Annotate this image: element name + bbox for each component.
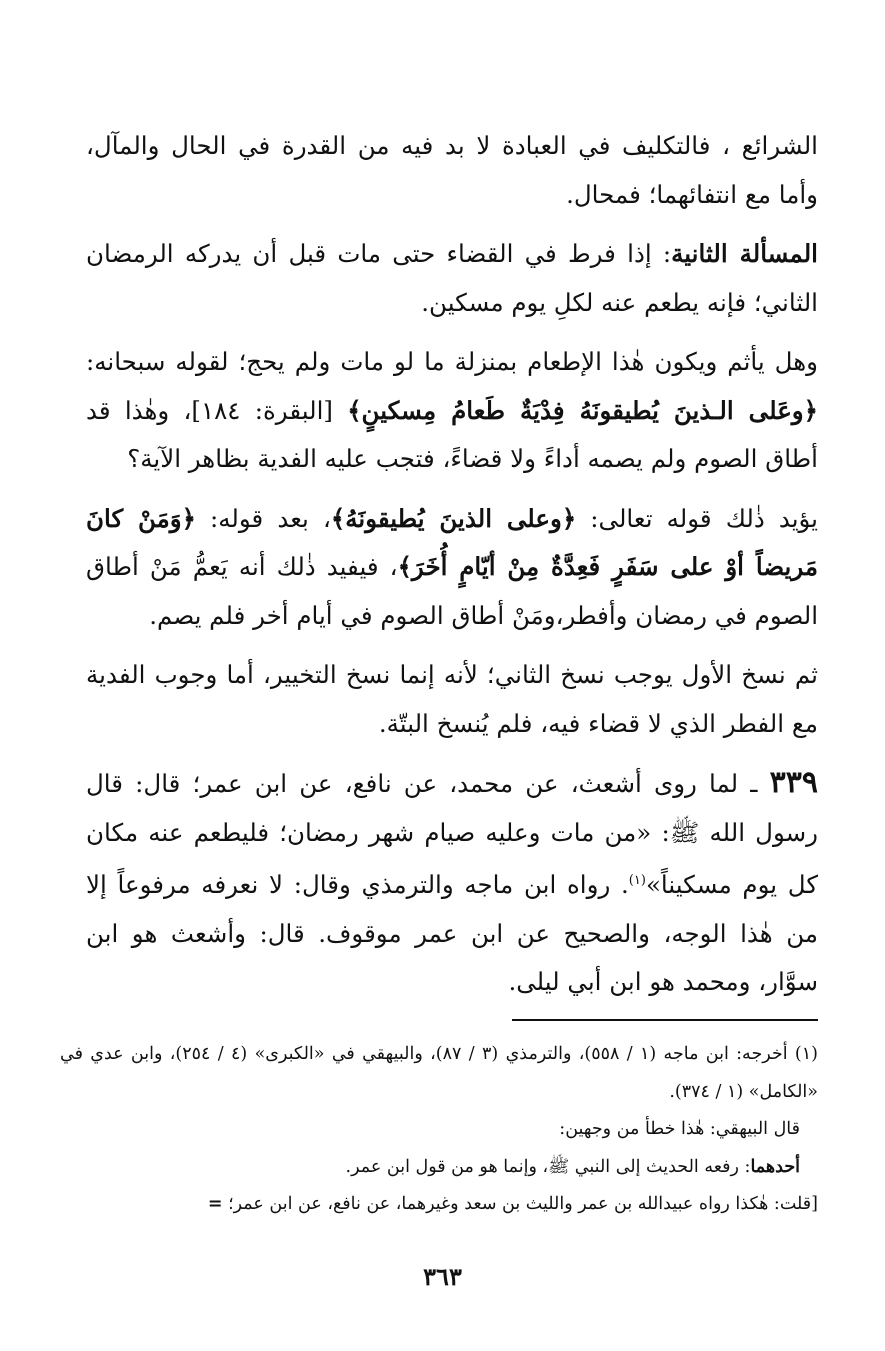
paragraph-1-text: الشرائع ، فالتكليف في العبادة لا بد فيه من القدرة في الحال والمآل، وأما مع انتفائهما؛ فمحال. — [86, 131, 818, 209]
paragraph-5 — [86, 651, 818, 748]
hadith-commentary: . رواه ابن ماجه والترمذي وقال: لا نعرفه مرفوعاً إلا من هٰذا الوجه، والصحيح عن ابن عمر موقوف. قال: وأشعث هو ابن سوَّار، ومحمد هو ابن أبي ليلى. — [86, 870, 818, 997]
quran-verse-1: ﴿وعَلى الـذينَ يُطيقونَهُ فِدْيَةٌ طَعامُ مِسكينٍ﴾ — [347, 395, 818, 425]
quran-verse-2: ﴿وعلى الذينَ يُطيقونَهُ﴾ — [330, 503, 577, 533]
quran-verse-3: ﴿وَمَنْ كانَ مَريضاً أوْ على سَفَرٍ فَعِدَّةٌ مِنْ أيّامٍ أُخَرَ﴾ — [86, 503, 818, 581]
issue-heading: المسألة الثانية — [671, 239, 818, 268]
paragraph-4-middle: ، بعد قوله: — [210, 503, 331, 533]
hadith-text: ـ لما روى أشعث، عن محمد، عن نافع، عن ابن عمر؛ قال: قال رسول الله ﷺ: «من مات وعليه صيام شهر رمضان؛ فليطعم عنه مكان كل يوم مسكيناً» — [86, 769, 818, 900]
footnote-note-1-text: قال البيهقي: هٰذا خطأ من وجهين: — [559, 1119, 800, 1139]
paragraph-6 — [86, 759, 818, 1007]
paragraph-2-text: : إذا فرط في القضاء حتى مات قبل أن يدركه الرمضان الثاني؛ فإنه يطعم عنه لكلِ يوم مسكين. — [86, 239, 818, 317]
continuation-mark: = — [207, 1194, 223, 1214]
paragraph-5-text: ثم نسخ الأول يوجب نسخ الثاني؛ لأنه إنما نسخ التخيير، أما وجوب الفدية مع الفطر الذي لا قضاء فيه، فلم يُنسخ البتّة. — [86, 660, 818, 738]
footnote-reference[interactable]: (١) — [628, 873, 646, 888]
paragraph-4 — [86, 495, 818, 641]
footnote-divider — [512, 1019, 818, 1021]
paragraph-1 — [86, 122, 818, 219]
footnote-1 — [60, 1036, 818, 1111]
paragraph-3-intro: وهل يأثم ويكون هٰذا الإطعام بمنزلة ما لو مات ولم يحج؛ لقوله سبحانه: — [86, 347, 818, 376]
paragraph-3-rest: [البقرة: ١٨٤]، وهٰذا قد أطاق الصوم ولم يصمه أداءً ولا قضاءً، فتجب عليه الفدية بظاهر الآية؟ — [86, 395, 818, 473]
paragraph-2 — [86, 230, 818, 327]
footnote-note-2 — [60, 1149, 818, 1187]
footnote-note-1 — [60, 1111, 818, 1149]
main-text — [86, 122, 818, 1018]
paragraph-3 — [86, 338, 818, 484]
footnotes — [60, 1036, 818, 1224]
paragraph-4-intro: يؤيد ذٰلك قوله تعالى: — [590, 503, 818, 533]
footnote-note-3 — [60, 1186, 818, 1224]
paragraph-4-rest: ، فيفيد ذٰلك أنه يَعمُّ مَنْ أطاق الصوم في رمضان وأفطر،ومَنْ أطاق الصوم في أيام أخر فلم يصم. — [86, 552, 818, 630]
footnote-note-2-label: أحدهما — [750, 1156, 800, 1177]
footnote-1-text: (١) أخرجه: ابن ماجه (١ / ٥٥٨)، والترمذي (٣ / ٨٧)، والبيهقي في «الكبرى» (٤ / ٢٥٤)، وابن عدي في «الكامل» (١ / ٣٧٤). — [60, 1044, 818, 1102]
footnote-note-2-text: : رفعه الحديث إلى النبي ﷺ، وإنما هو من قول ابن عمر. — [345, 1156, 751, 1177]
hadith-number: ٣٣٩ — [769, 765, 818, 800]
footnote-note-3-text: [قلت: هٰكذا رواه عبيدالله بن عمر والليث بن سعد وغيرهما، عن نافع، عن ابن عمر؛ — [228, 1194, 818, 1214]
page-number: ٣٦٣ — [423, 1262, 462, 1291]
